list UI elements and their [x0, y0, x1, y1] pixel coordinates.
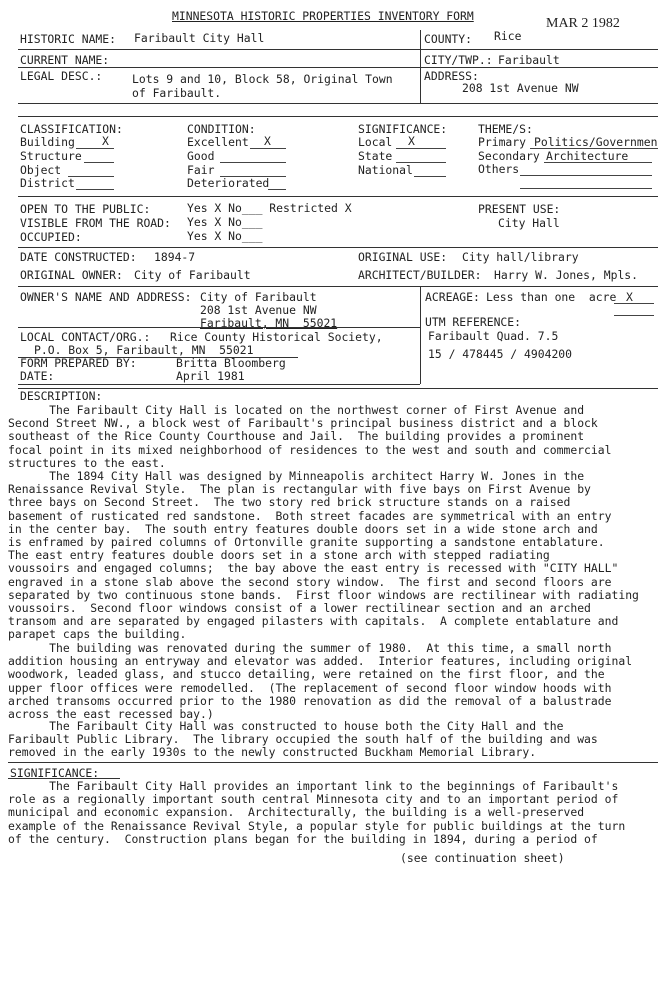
significance-level-label: SIGNIFICANCE:: [358, 122, 448, 136]
description-paragraph-1: The Faribault City Hall is located on the northwest corner of First Avenue and Second Street NW., a block west of Faribault's principal business district and a block southeast of the Rice County Courthouse and Jail. The building provides a prominent focal point in its mixed neighborhood of residences to the west and south and commercial structures to the east.: [8, 403, 612, 470]
utm-quad: Faribault Quad. 7.5: [428, 329, 559, 343]
acreage-mark: X: [626, 290, 633, 304]
acreage-label: ACREAGE:: [425, 290, 480, 304]
significance-local: Local: [358, 135, 393, 149]
prepared-by-value: Britta Bloomberg: [176, 356, 286, 370]
original-use-value: City hall/library: [462, 250, 579, 264]
legal-desc-line-1: Lots 9 and 10, Block 58, Original Town: [132, 72, 393, 86]
owner-label: OWNER'S NAME AND ADDRESS:: [20, 290, 192, 304]
condition-label: CONDITION:: [187, 122, 256, 136]
present-use-value: City Hall: [498, 216, 560, 230]
condition-good: Good: [187, 149, 215, 163]
description-label: DESCRIPTION:: [20, 389, 103, 403]
condition-fair: Fair: [187, 163, 215, 177]
occupied-value: Yes X No___: [187, 229, 263, 243]
utm-label: UTM REFERENCE:: [425, 315, 522, 329]
date-constructed-label: DATE CONSTRUCTED:: [20, 250, 137, 264]
prepared-date-label: DATE:: [20, 369, 55, 383]
classification-structure: Structure: [20, 149, 82, 163]
significance-national: National: [358, 163, 413, 177]
address-label: ADDRESS:: [424, 69, 479, 83]
open-to-public-value: Yes X No___ Restricted X: [187, 201, 352, 215]
theme-secondary-label: Secondary: [478, 149, 540, 163]
classification-object: Object: [20, 163, 62, 177]
classification-building: Building: [20, 135, 75, 149]
form-title: MINNESOTA HISTORIC PROPERTIES INVENTORY FORM: [172, 9, 474, 23]
acreage-value: Less than one acre: [486, 290, 617, 304]
continuation-note: (see continuation sheet): [400, 851, 565, 865]
legal-desc-line-2: of Faribault.: [132, 86, 222, 100]
historic-name-label: HISTORIC NAME:: [20, 32, 117, 46]
utm-coordinates: 15 / 478445 / 4904200: [428, 347, 573, 361]
historic-name-value: Faribault City Hall: [134, 31, 265, 45]
original-use-label: ORIGINAL USE:: [358, 250, 448, 264]
legal-desc-label: LEGAL DESC.:: [20, 69, 103, 83]
architect-label: ARCHITECT/BUILDER:: [358, 268, 482, 282]
county-value: Rice: [494, 29, 522, 43]
local-contact-line-1: Rice County Historical Society,: [170, 330, 383, 344]
visible-from-road-value: Yes X No___: [187, 215, 263, 229]
county-label: COUNTY:: [424, 32, 473, 46]
city-twp-label: CITY/TWP.:: [424, 53, 493, 67]
condition-excellent: Excellent: [187, 135, 249, 149]
open-to-public-label: OPEN TO THE PUBLIC:: [20, 202, 151, 216]
significance-state: State: [358, 149, 393, 163]
description-paragraph-3: The building was renovated during the summer of 1980. At this time, a small north addition housing an entryway and elevator was added. Interior features, including original woodwork, leaded glass, and stucco detailing, were retained on the first floor, and the upper floor offices were remodelled. (The replacement of second floor window hoods with arched transoms occurred prior to the 1980 renovation as did the removal of a balustrade across the east recessed bay.): [8, 641, 633, 722]
prepared-date-value: April 1981: [176, 369, 245, 383]
owner-line-3: Faribault, MN 55021: [200, 316, 338, 330]
description-paragraph-4: The Faribault City Hall was constructed to house both the City Hall and the Faribault Public Library. The library occupied the south half of the building and was removed in the early 1930s to the newly constructed Buckham Memorial Library.: [8, 719, 598, 760]
significance-paragraph: The Faribault City Hall provides an important link to the beginnings of Faribault's role as a regionally important south central Minnesota city and to an important period of municipal and economic expansion. Architecturally, the building is a well-preserved example of the Renaissance Revival Style, a popular style for public buildings at the turn of the century. Construction plans began for the building in 1894, during a period of: [8, 779, 626, 846]
classification-district: District: [20, 176, 75, 190]
architect-value: Harry W. Jones, Mpls.: [494, 268, 639, 282]
theme-primary-label: Primary: [478, 135, 527, 149]
current-name-label: CURRENT NAME:: [20, 53, 110, 67]
description-paragraph-2: The 1894 City Hall was designed by Minneapolis architect Harry W. Jones in the Renaissance Revival Style. The plan is rectangular with five bays on First Avenue by three bays on Second Street. The two story red brick structure stands on a raised basement of rusticated red sandstone. Both street facades are symmetrical with an entry in the center bay. The south entry features double doors set in a wide stone arch and is enframed by paired columns of Ortonville granite supporting a sandstone entablature. The east entry features double doors set in a stone arch with stepped radiating voussoirs and engaged columns; the bay above the east entry is recessed with "CITY HALL" engraved in a stone slab above the second story window. The first and second floors are separated by two continuous stone bands. First floor windows are rectilinear with radiating voussoirs. Second floor windows consist of a lower rectilinear section and an arched transom and are separated by engaged pilasters with capitals. A complete entablature and parapet caps the building.: [8, 469, 639, 642]
condition-deteriorated: Deteriorated: [187, 176, 270, 190]
original-owner-label: ORIGINAL OWNER:: [20, 268, 123, 282]
significance-local-mark: X: [408, 134, 415, 148]
present-use-label: PRESENT USE:: [478, 202, 561, 216]
theme-others-label: Others: [478, 162, 520, 176]
original-owner-value: City of Faribault: [134, 268, 251, 282]
date-constructed-value: 1894-7: [154, 250, 196, 264]
occupied-label: OCCUPIED:: [20, 230, 82, 244]
received-date-stamp: MAR 2 1982: [546, 16, 620, 31]
city-twp-value: Faribault: [498, 53, 560, 67]
themes-label: THEME/S:: [478, 122, 533, 136]
theme-primary-value: Politics/Governmen: [534, 135, 658, 149]
significance-label: SIGNIFICANCE:: [10, 766, 100, 780]
owner-line-1: City of Faribault: [200, 290, 317, 304]
condition-excellent-mark: X: [264, 134, 271, 148]
local-contact-label: LOCAL CONTACT/ORG.:: [20, 330, 151, 344]
local-contact-line-2: P.O. Box 5, Faribault, MN 55021: [34, 343, 254, 357]
classification-building-mark: X: [102, 134, 109, 148]
owner-line-2: 208 1st Avenue NW: [200, 303, 317, 317]
prepared-by-label: FORM PREPARED BY:: [20, 356, 137, 370]
visible-from-road-label: VISIBLE FROM THE ROAD:: [20, 216, 171, 230]
address-value: 208 1st Avenue NW: [462, 81, 579, 95]
theme-secondary-value: Architecture: [546, 149, 629, 163]
classification-label: CLASSIFICATION:: [20, 122, 123, 136]
